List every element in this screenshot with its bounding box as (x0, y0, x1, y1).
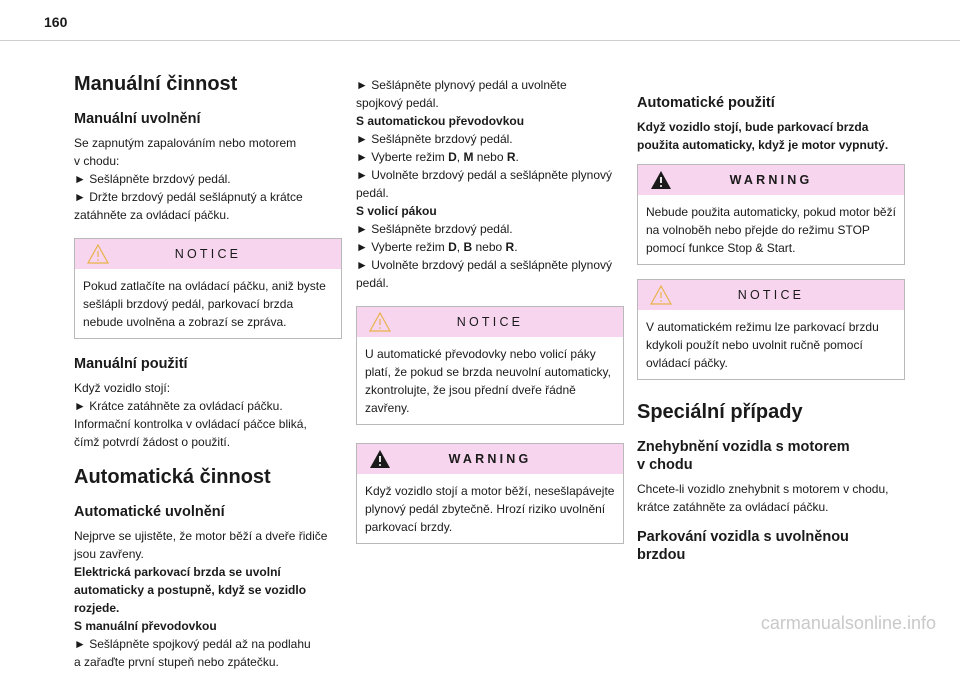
notice-box (637, 279, 905, 380)
text: spojkový pedál. (356, 96, 439, 110)
watermark: carmanualsonline.info (760, 613, 936, 633)
text: zatáhněte za ovládací páčku. (74, 208, 230, 222)
text: S manuální převodovkou (74, 619, 217, 633)
text-block (74, 379, 342, 451)
text: rozjede. (74, 601, 120, 615)
heading-automatic-operation: Automatická činnost (74, 466, 271, 488)
notice-box (74, 238, 342, 339)
text: Když vozidlo stojí: (74, 381, 171, 395)
text: a zařaďte první stupeň nebo zpátečku. (74, 655, 279, 669)
text-block (74, 527, 342, 671)
page-number: 160 (44, 14, 68, 30)
text: ► Vyberte režim D, B nebo R. (356, 240, 518, 254)
text: ► Sešlápněte brzdový pedál. (356, 132, 513, 146)
text-block (637, 118, 905, 154)
text: Parkování vozidla s uvolněnou (637, 529, 849, 545)
text: automaticky a postupně, když se vozidlo (74, 583, 307, 597)
text-block (356, 76, 624, 292)
warning-text: Nebude použita automaticky, pokud motor běží na volnoběh nebo přejde do režimu STOP pomocí funkce Stop & Start. (646, 205, 896, 255)
text: Chcete-li vozidlo znehybnit s motorem v chodu, (637, 482, 889, 496)
text: Když vozidlo stojí, bude parkovací brzda (637, 120, 869, 134)
heading-automatic-release: Automatické uvolnění (74, 504, 225, 520)
heading-manual-operation: Manuální činnost (74, 73, 238, 95)
notice-title: NOTICE (737, 288, 805, 302)
warning-header (357, 444, 623, 474)
text: čímž potvrdí žádost o použití. (74, 435, 231, 449)
heading-special-cases: Speciální případy (637, 401, 803, 423)
text: v chodu (637, 457, 693, 473)
notice-triangle-icon (369, 312, 391, 332)
text-line (74, 134, 342, 224)
notice-text: U automatické převodovky nebo volicí páky platí, že pokud se brzda neuvolní automaticky, zkontrolujte, že jsou přední dveře řádně zavřeny. (365, 347, 611, 415)
notice-header (357, 307, 623, 337)
column-2 (356, 76, 624, 558)
warning-triangle-icon (650, 170, 672, 190)
notice-text: V automatickém režimu lze parkovací brzdu kdykoli použít nebo uvolnit ručně pomocí ovládací páčky. (646, 320, 879, 370)
warning-text: Když vozidlo stojí a motor běží, nesešlapávejte plynový pedál zbytečně. Hrozí riziko uvolnění parkovací brzdy. (365, 484, 615, 534)
text: použita automaticky, když je motor vypnutý. (637, 138, 889, 152)
header-divider (0, 40, 960, 41)
text: jsou zavřeny. (74, 547, 144, 561)
text: ► Uvolněte brzdový pedál a sešlápněte plynový (356, 168, 613, 182)
notice-box (356, 306, 624, 425)
text: pedál. (356, 186, 389, 200)
warning-title: WARNING (448, 452, 532, 466)
heading-manual-application: Manuální použití (74, 356, 188, 372)
text: brzdou (637, 547, 686, 563)
notice-header (638, 280, 904, 310)
text: ► Sešlápněte spojkový pedál až na podlahu (74, 637, 311, 651)
text: pedál. (356, 276, 389, 290)
text: Se zapnutým zapalováním nebo motorem (74, 136, 297, 150)
column-3 (637, 94, 905, 570)
text: ► Vyberte režim D, M nebo R. (356, 150, 519, 164)
text: S volicí pákou (356, 204, 437, 218)
warning-header (638, 165, 904, 195)
text: Elektrická parkovací brzda se uvolní (74, 565, 281, 579)
text-block (637, 480, 905, 516)
warning-triangle-icon (369, 449, 391, 469)
text: v chodu: (74, 154, 120, 168)
warning-title: WARNING (729, 173, 813, 187)
text: ► Uvolněte brzdový pedál a sešlápněte plynový (356, 258, 613, 272)
notice-title: NOTICE (174, 247, 242, 261)
notice-triangle-icon (650, 285, 672, 305)
text: S automatickou převodovkou (356, 114, 525, 128)
warning-box (637, 164, 905, 265)
heading-immobilising-vehicle (637, 438, 905, 474)
text: ► Sešlápněte brzdový pedál. (74, 172, 231, 186)
heading-automatic-application: Automatické použití (637, 95, 775, 111)
notice-text: Pokud zatlačíte na ovládací páčku, aniž byste sešlápli brzdový pedál, parkovací brzda nebude uvolněna a zobrazí se zpráva. (83, 279, 326, 329)
heading-parking-brake-released (637, 528, 905, 564)
notice-title: NOTICE (456, 315, 524, 329)
text: ► Sešlápněte brzdový pedál. (356, 222, 513, 236)
warning-box (356, 443, 624, 544)
heading-manual-release: Manuální uvolnění (74, 111, 201, 127)
column-1 (74, 58, 342, 675)
notice-header (75, 239, 341, 269)
text: krátce zatáhněte za ovládací páčku. (637, 500, 829, 514)
notice-triangle-icon (87, 244, 109, 264)
text: ► Krátce zatáhněte za ovládací páčku. (74, 399, 283, 413)
text: ► Držte brzdový pedál sešlápnutý a krátce (74, 190, 303, 204)
text: Informační kontrolka v ovládací páčce bliká, (74, 417, 307, 431)
text: Nejprve se ujistěte, že motor běží a dveře řidiče (74, 529, 328, 543)
text: Znehybnění vozidla s motorem (637, 439, 850, 455)
text: ► Sešlápněte plynový pedál a uvolněte (356, 78, 567, 92)
